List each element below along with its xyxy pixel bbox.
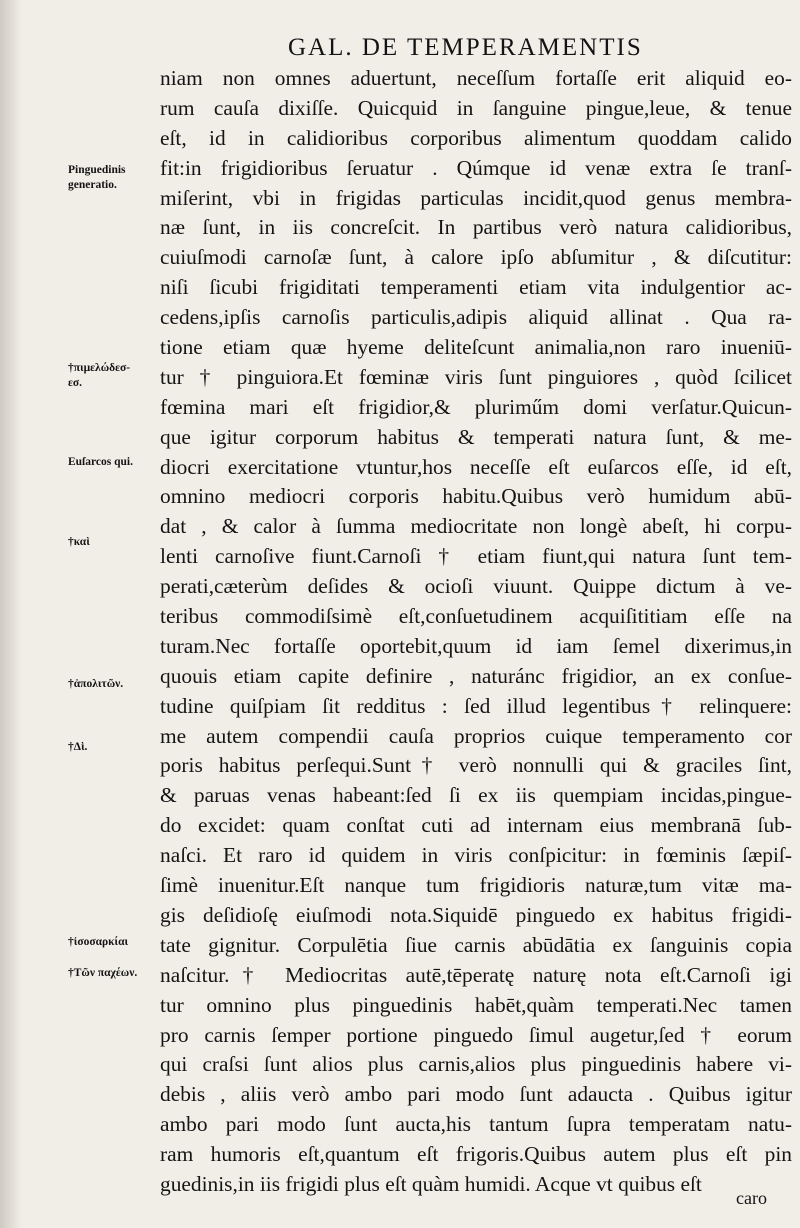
text-line: fit:in frigidioribus ſeruatur . Qúmque id venæ extra ſe tranſ-: [160, 155, 792, 180]
text-line: fœmina mari eſt frigidior,& pluriműm domi verſatur.Quicun-: [160, 394, 792, 419]
text-line: & paruas venas habeant:ſed ſi ex iis quempiam incidas,pingue-: [160, 783, 792, 808]
margin-note-line: †πιμελώδεσ-: [68, 362, 131, 374]
margin-note-line: Euſarcos qui.: [68, 456, 133, 468]
text-line: turam.Nec fortaſſe oportebit,quum id iam ſemel dixerimus,in: [160, 633, 792, 658]
text-line: teribus commodiſsimè eſt,conſuetudinem acquiſititiam eſſe na: [160, 604, 792, 629]
text-line: eſt, id in calidioribus corporibus alimentum quoddam calido: [160, 125, 792, 150]
text-line: niſi ſicubi frigiditati temperamenti etiam vita indulgentior ac-: [160, 275, 792, 300]
text-line: lenti carnoſive fiunt.Carnoſi † etiam fiunt,qui natura ſunt tem-: [160, 544, 792, 569]
margin-note-line: †Δὶ.: [68, 741, 88, 753]
text-line: naſci. Et raro id quidem in viris conſpicitur: in fœminis ſæpiſ-: [160, 843, 792, 868]
catchword: caro: [736, 1188, 767, 1208]
margin-note-line: εσ.: [68, 377, 83, 389]
margin-note-line: †ἀπολιτῶν.: [68, 678, 124, 690]
text-line: niam non omnes aduertunt, neceſſum fortaſſe erit aliquid eo-: [160, 66, 792, 90]
text-line: ram humoris eſt,quantum eſt frigoris.Quibus autem plus eſt pin: [160, 1142, 792, 1167]
text-line: qui craſsi ſunt alios plus carnis,alios plus pinguedinis habere vi-: [160, 1052, 792, 1077]
margin-note: [68, 677, 156, 692]
margin-note: [68, 163, 156, 193]
text-line: ambo pari modo ſunt aucta,his tantum ſupra temperatam natu-: [160, 1112, 792, 1137]
margin-note-line: †ἰσοσαρκίαι: [68, 936, 129, 948]
text-line: cedens,ipſis carnoſis particulis,adipis aliquid allinat . Qua ra-: [160, 305, 792, 330]
text-line: gis deſidioſę eiuſmodi nota.Siquidē pinguedo ex habitus frigidi-: [160, 902, 792, 927]
margin-note: [68, 966, 156, 981]
text-line: tione etiam quæ hyeme deliteſcunt animalia,non raro inueniū-: [160, 335, 792, 360]
text-line: cuiuſmodi carnoſæ ſunt, à calore ipſo abſumitur , & diſcutitur:: [160, 245, 792, 270]
text-line: næ ſunt, in iis concreſcit. In partibus verò natura calidioribus,: [160, 215, 792, 240]
text-line: tate gignitur. Corpulētia ſiue carnis abūdātia ex ſanguinis copia: [160, 932, 792, 957]
text-line: debis , aliis verò ambo pari modo ſunt adaucta . Quibus igitur: [160, 1082, 792, 1107]
margin-note: [68, 361, 156, 391]
text-line: perati,cæterùm deſides & ocioſi viuunt. Quippe dictum à ve-: [160, 574, 792, 599]
text-line: tur omnino plus pinguedinis habēt,quàm temperati.Nec tamen: [160, 992, 792, 1017]
page-gutter-shadow: [0, 0, 22, 1228]
margin-note-line: †καὶ: [68, 536, 90, 548]
margin-note-line: generatio.: [68, 179, 117, 191]
margin-note-line: Pinguedinis: [68, 164, 126, 176]
text-line: tur † pinguiora.Et fœminæ viris ſunt pinguiores , quòd ſcilicet: [160, 364, 792, 389]
text-line: poris habitus perſequi.Sunt† verò nonnulli qui & graciles ſint,: [160, 753, 792, 778]
text-line: ſimè inuenitur.Eſt nanque tum frigidioris naturæ,tum vitæ ma-: [160, 873, 792, 898]
text-line: naſcitur.† Mediocritas autē,tēperatę naturę nota eſt.Carnoſi igi: [160, 962, 792, 987]
margin-note: [68, 740, 156, 755]
running-head: GAL. DE TEMPERAMENTIS: [288, 34, 643, 61]
text-line: que igitur corporum habitus & temperati natura ſunt, & me-: [160, 424, 792, 449]
text-line: rum cauſa dixiſſe. Quicquid in ſanguine pingue,leue, & tenue: [160, 95, 792, 120]
text-line: me autem compendii cauſa proprios cuique temperamento cor: [160, 723, 792, 748]
text-line: guedinis,in iis frigidi plus eſt quàm humidi. Acque vt quibus eſt: [160, 1171, 702, 1196]
text-line: do excidet: quam conſtat cuti ad internam eius membranā ſub-: [160, 813, 792, 838]
margin-note: [68, 455, 156, 470]
text-line: pro carnis ſemper portione pinguedo ſimul augetur,ſed † eorum: [160, 1022, 792, 1047]
text-line: dat , & calor à ſumma mediocritate non longè abeſt, hi corpu-: [160, 514, 792, 539]
margin-note-line: †Τῶν παχέων.: [68, 967, 138, 979]
margin-note: [68, 935, 156, 950]
text-line: diocri exercitatione vtuntur,hos neceſſe eſt euſarcos eſſe, id eſt,: [160, 454, 792, 479]
text-line: omnino mediocri corporis habitu.Quibus verò humidum abū-: [160, 484, 792, 509]
text-line: quouis etiam capite definire , naturánc frigidior, an ex conſue-: [160, 663, 792, 688]
margin-note: [68, 535, 156, 550]
main-text-block: [160, 64, 792, 1200]
text-line: tudine quiſpiam ſit redditus : ſed illud legentibus† relinquere:: [160, 693, 792, 718]
text-line: miſerint, vbi in frigidas particulas incidit,quod genus membra-: [160, 185, 792, 210]
